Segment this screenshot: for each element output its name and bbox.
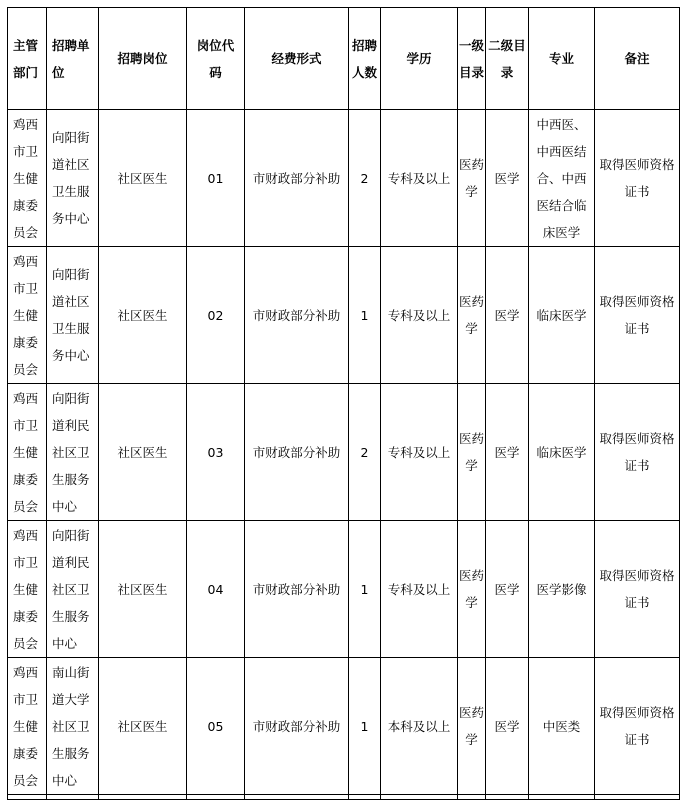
- cell-code: 01: [187, 110, 245, 247]
- header-unit: 招聘单位: [47, 8, 99, 110]
- empty-cell: [529, 795, 595, 800]
- cell-level2: 医学: [486, 384, 529, 521]
- cell-level1: 医药学: [458, 658, 486, 795]
- header-level2: 二级目录: [486, 8, 529, 110]
- cell-funding: 市财政部分补助: [245, 110, 349, 247]
- empty-cell: [381, 795, 458, 800]
- cell-code: 04: [187, 521, 245, 658]
- cell-level1: 医药学: [458, 384, 486, 521]
- header-row: [8, 8, 680, 110]
- cell-remark: 取得医师资格证书: [595, 110, 680, 247]
- cell-unit: 向阳街道社区卫生服务中心: [47, 247, 99, 384]
- cell-major: 中西医、中西医结合、中西医结合临床医学: [529, 110, 595, 247]
- cell-level2: 医学: [486, 521, 529, 658]
- empty-cell: [47, 795, 99, 800]
- table-row-partial: [8, 795, 680, 800]
- empty-cell: [187, 795, 245, 800]
- cell-count: 2: [349, 110, 381, 247]
- cell-unit: 向阳街道利民社区卫生服务中心: [47, 521, 99, 658]
- cell-major: 医学影像: [529, 521, 595, 658]
- cell-education: 专科及以上: [381, 247, 458, 384]
- cell-code: 02: [187, 247, 245, 384]
- header-count: 招聘人数: [349, 8, 381, 110]
- empty-cell: [486, 795, 529, 800]
- header-level1: 一级目录: [458, 8, 486, 110]
- header-funding: 经费形式: [245, 8, 349, 110]
- cell-unit: 南山街道大学社区卫生服务中心: [47, 658, 99, 795]
- cell-major: 临床医学: [529, 384, 595, 521]
- table-row: [8, 247, 680, 384]
- cell-level1: 医药学: [458, 247, 486, 384]
- cell-position: 社区医生: [99, 384, 187, 521]
- cell-dept: 鸡西市卫生健康委员会: [8, 658, 47, 795]
- cell-position: 社区医生: [99, 658, 187, 795]
- cell-dept: 鸡西市卫生健康委员会: [8, 110, 47, 247]
- recruitment-table: [7, 7, 680, 800]
- cell-level1: 医药学: [458, 521, 486, 658]
- cell-count: 1: [349, 247, 381, 384]
- cell-count: 1: [349, 658, 381, 795]
- cell-major: 中医类: [529, 658, 595, 795]
- empty-cell: [458, 795, 486, 800]
- cell-dept: 鸡西市卫生健康委员会: [8, 384, 47, 521]
- cell-remark: 取得医师资格证书: [595, 658, 680, 795]
- cell-funding: 市财政部分补助: [245, 658, 349, 795]
- cell-remark: 取得医师资格证书: [595, 384, 680, 521]
- cell-code: 05: [187, 658, 245, 795]
- cell-education: 专科及以上: [381, 521, 458, 658]
- cell-level2: 医学: [486, 247, 529, 384]
- cell-position: 社区医生: [99, 247, 187, 384]
- cell-count: 1: [349, 521, 381, 658]
- cell-major: 临床医学: [529, 247, 595, 384]
- cell-dept: 鸡西市卫生健康委员会: [8, 521, 47, 658]
- header-position: 招聘岗位: [99, 8, 187, 110]
- table-row: [8, 384, 680, 521]
- header-education: 学历: [381, 8, 458, 110]
- cell-funding: 市财政部分补助: [245, 247, 349, 384]
- cell-unit: 向阳街道社区卫生服务中心: [47, 110, 99, 247]
- cell-code: 03: [187, 384, 245, 521]
- header-remark: 备注: [595, 8, 680, 110]
- cell-remark: 取得医师资格证书: [595, 247, 680, 384]
- table-row: [8, 658, 680, 795]
- cell-funding: 市财政部分补助: [245, 521, 349, 658]
- cell-position: 社区医生: [99, 110, 187, 247]
- cell-level1: 医药学: [458, 110, 486, 247]
- cell-funding: 市财政部分补助: [245, 384, 349, 521]
- cell-dept: 鸡西市卫生健康委员会: [8, 247, 47, 384]
- cell-level2: 医学: [486, 658, 529, 795]
- cell-unit: 向阳街道利民社区卫生服务中心: [47, 384, 99, 521]
- cell-remark: 取得医师资格证书: [595, 521, 680, 658]
- empty-cell: [349, 795, 381, 800]
- cell-education: 本科及以上: [381, 658, 458, 795]
- table-row: [8, 110, 680, 247]
- cell-education: 专科及以上: [381, 110, 458, 247]
- empty-cell: [99, 795, 187, 800]
- empty-cell: [595, 795, 680, 800]
- header-code: 岗位代码: [187, 8, 245, 110]
- cell-position: 社区医生: [99, 521, 187, 658]
- cell-education: 专科及以上: [381, 384, 458, 521]
- empty-cell: [8, 795, 47, 800]
- cell-count: 2: [349, 384, 381, 521]
- empty-cell: [245, 795, 349, 800]
- header-major: 专业: [529, 8, 595, 110]
- table-row: [8, 521, 680, 658]
- cell-level2: 医学: [486, 110, 529, 247]
- header-dept: 主管部门: [8, 8, 47, 110]
